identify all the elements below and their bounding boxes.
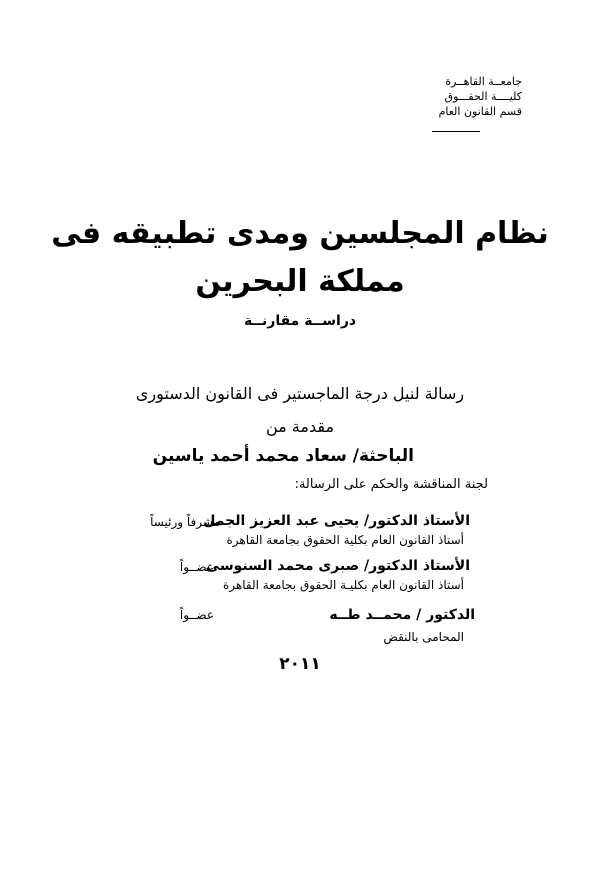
thesis-title-line-1: نظام المجلسين ومدى تطبيقه فى: [51, 216, 549, 251]
presented-by-label: مقدمة من: [265, 417, 335, 436]
committee-heading: لجنة المناقشة والحكم على الرسالة:: [294, 477, 488, 492]
thesis-subtitle: دراســة مقارنــة: [243, 313, 357, 329]
year: ٢٠١١: [279, 654, 321, 674]
committee-member-role: عضــواً: [179, 560, 214, 574]
thesis-title-line-2: مملكة البحرين: [195, 264, 405, 299]
header-divider: [432, 131, 480, 132]
researcher-name: الباحثة/ سعاد محمد أحمد ياسين: [152, 446, 414, 466]
faculty-name: كليــــة الحقـــوق: [444, 90, 522, 103]
committee-member-position: المحامى بالنقض: [383, 630, 464, 644]
committee-member-name: الدكتور / محمــد طــه: [329, 607, 475, 623]
committee-member-role: عضــواً: [179, 608, 214, 622]
committee-member-position: أستاذ القانون العام بكليـة الحقوق بجامعة القاهرة: [222, 578, 464, 592]
university-name: جامعــة القاهــرة: [445, 75, 522, 88]
university-header: [392, 74, 522, 119]
degree-statement: رسالة لنيل درجة الماجستير فى القانون الدستورى: [135, 384, 465, 403]
committee-member-position: أستاذ القانون العام بكلية الحقوق بجامعة القاهرة: [226, 533, 464, 547]
committee-member-name: الأستاذ الدكتور/ صبرى محمد السنوسى: [205, 558, 470, 574]
committee-member-role: مشرفاً ورئيساً: [150, 515, 220, 529]
department-name: قسم القانون العام: [438, 105, 522, 118]
committee-member-name: الأستاذ الدكتور/ يحيى عبد العزيز الجمل: [203, 513, 470, 529]
